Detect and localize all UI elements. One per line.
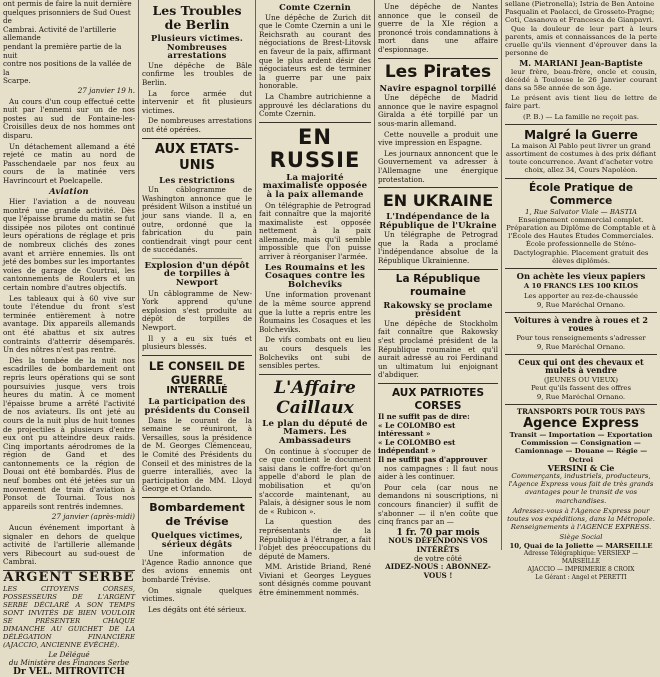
- divider: [505, 124, 657, 125]
- divider: [142, 497, 252, 498]
- subheading: Quelques victimes, sérieux dégâts: [151, 529, 243, 549]
- subheading: La majorité maximaliste opposée à la paix allemande: [262, 172, 368, 200]
- column-1: [3, 0, 135, 677]
- notice-body: LES CITOYENS CORSES, POSSESSEURS DE L'ARGENT SERBE DÉCLARÉ A SON TEMPS SONT INVITÉS DE BIEN VOULOIR SE PRÉSENTER CHAQUE DIMANCHE AU GUICHET DE LA DÉLÉGATION FINANCIÈRE (AJACCIO, ANCIENNE ÉVÊCHÉ).: [3, 584, 135, 649]
- divider: [505, 354, 657, 355]
- ad-body: Commerçants, industriels, producteurs, l'Agence Express vous fait de très grands avantages pour le transit de vos marchandises.: [508, 471, 654, 505]
- article-paragraph: MM. Aristide Briand, René Viviani et Georges Leygues sont désignés comme pouvant être éminemment nommés.: [259, 562, 371, 598]
- notice-paragraph: Que la douleur de leur part à leurs parents, amis et connaissances de la perte cruelle qu'ils viennent d'éprouver dans la personne de: [505, 24, 657, 58]
- ad-body: Peut qu'ils fassent des offres: [530, 384, 632, 393]
- headline-russie: EN RUSSIE: [269, 124, 361, 172]
- divider: [259, 122, 371, 123]
- notice-signoff: Le Délégué: [48, 649, 90, 659]
- appeal-line: « Le COLOMBO est indépendant »: [378, 437, 456, 456]
- divider: [378, 58, 498, 59]
- article-paragraph: Aucun événement important à signaler en dehors de quelque activité de l'artillerie allemande vers Ribecourt au sud-ouest de Cambrai.: [3, 523, 135, 567]
- ad-body: Les apporter au rez-de-chaussée: [523, 292, 639, 301]
- headline-republique-roumaine: La République roumaine: [395, 272, 481, 298]
- ad-vieux-papiers-title: On achète les vieux papiers: [516, 271, 646, 282]
- article-paragraph: Un câblogramme de Washington annonce que le président Wilson a institué un jour sans viande. Il a, en outre, ordonné que la fabrication du pain contiendrait vingt pour cent de succédanés.: [142, 185, 252, 255]
- subheading: Comte Czernin: [279, 2, 351, 12]
- appeal-line: Il ne suffit pas d'approuver: [378, 454, 488, 464]
- article-paragraph: On signale quelques victimes.: [142, 585, 252, 604]
- article-paragraph: Une dépêche de Zurich dit que le Comte Czernin a uni le Reichsrath au courant des négociations de Brest-Litovsk en faveur de la paix, affirmant que le plus ardent désir des négociateurs est de terminer la guerre par une paix honorable.: [259, 12, 371, 91]
- divider: [378, 269, 498, 270]
- notice-signoff: du Ministère des Finances Serbe: [8, 658, 130, 668]
- subheading: Les restrictions: [159, 174, 235, 185]
- ad-body: Adressez-vous à l'Agence Express pour toutes vos expéditions, dans la Métropole. Renseignements à l'AGENCE EXPRESS.: [507, 506, 655, 532]
- article-paragraph: nos campagnes : Il faut nous aider à les continuer.: [378, 463, 498, 482]
- article-paragraph: Une information provenant de la même source apprend que la lutte a repris entre les Roumains les Cosaques et les Bolcheviks.: [259, 290, 371, 334]
- article-paragraph: Une dépêche de Stockholm fait connaître que Rakowsky s'est proclamé président de la République roumaine et qu'il aurait adressé au roi Ferdinand un ultimatum lui enjoignant d'abdiquer.: [378, 318, 498, 380]
- ad-transports: TRANSPORTS POUR TOUS PAYS: [516, 406, 646, 416]
- article-paragraph: Dans le courant de la semaine se réuniront, à Versailles, sous la présidence de M. Georges Clémenceau, le Comité des Présidents du Conseil et des ministres de la guerre interalliés, avec la participation de MM. Lloyd George et Orlando.: [142, 415, 252, 494]
- article-paragraph: On continue à s'occuper de ce que contient le document saisi dans le coffre-fort qu'on appelle d'abord le plan de mobilisation et qu'on s'accorde maintenant, au Palais, à désigner sous le nom de « Rubicon ».: [259, 446, 371, 516]
- ad-address: 10, Quai de la Joliette — MARSEILLE: [509, 541, 653, 550]
- divider: [505, 268, 657, 269]
- article-paragraph: Dès la tombée de la nuit nos escadrilles de bombardement ont repris leurs opérations qui se sont poursuivies jusque vers trois heures du matin. À ce moment l'épaisse brume a arrêté l'activité de nos aviateurs. Ils ont jeté au cours de la nuit plus de huit tonnes de projectiles à plusieurs d'entre eux ont pu atteindre deux raids. Cinq importants aérodromes de la région de Gand et des cantonnements ce la région de Douai ont été bombardés. Plus de neuf bombes ont été jetées sur un mouvement de train d'aviation à Ponsot de Tournai. Tous nos appareils sont rentrés indemnes.: [3, 355, 135, 511]
- notice-signature: Dr VEL. MITROVITCH: [13, 666, 125, 677]
- dateline: 27 janvier 19 h.: [77, 85, 135, 95]
- ad-voitures-title: Voitures à vendre à roues et 2 roues: [513, 314, 648, 334]
- section-heading-aviation: Aviation: [49, 186, 89, 197]
- deceased-name: M. MARIANI Jean-Baptiste: [519, 58, 643, 69]
- subheading: La participation des présidents du Conseil: [144, 396, 250, 415]
- article-paragraph: Les tableaux qui à 60 vive sur toute l'étendue du front s'est terminée entièrement à notre avantage. Dix appareils allemands ont été abattus et six autres contraints d'atterrir désemparés. Un des nôtres n'est pas rentré.: [3, 293, 135, 355]
- divider: [505, 178, 657, 179]
- article-paragraph: Une dépêche de Bâle confirme les troubles de Berlin.: [142, 60, 252, 87]
- headline-berlin: Les Troubles de Berlin: [152, 3, 242, 32]
- column-rule: [501, 0, 502, 550]
- slogan: AIDEZ-NOUS : ABONNEZ-VOUS !: [385, 562, 491, 580]
- subheading: L'Indépendance de la République de l'Ukraine: [379, 211, 497, 230]
- article-paragraph: La Chambre autrichienne a approuvé les déclarations du Comte Czernin.: [259, 91, 371, 119]
- headline-etats-unis: AUX ETATS-UNIS: [154, 141, 240, 173]
- subscription-price: 1 fr. 70 par mois: [396, 527, 480, 538]
- column-5: sellane (Pietronella); Istria de Ben Antoine Pasqualin et Paolacci, de Grosseto-Pragne; Coti, Casanova et Francesca de Gianpavri. Que la douleur de leur part à leurs parents, amis et connaissances de la perte cruelle qu'ils viennent d'éprouver dans la personne de M. MARIANI Jean-Baptiste leur frère, beau-frère, oncle et cousin, décédé à Toulouse le 26 Janvier courant dans sa 58e année de son âge. Le présent avis tient lieu de lettre de faire part. (P. B.) — La famille ne reçoit pas. Malgré la Guerre La maison Al Pablo peut livrer un grand assortiment de costumes à des prix défiant toute concurrence. Avant d'acheter votre choix, allez 34, Cours Napoléon. École Pratique de Commerce 1, Rue Salvator Viale — BASTIA Enseignement commercial complet. Préparation au Diplôme de Comptable et à l'École des Hautes Études Commerciales. École professionnelle de Sténo-Dactylographie. Placement gratuit des élèves diplômés. On achète les vieux papiers A 10 FRANCS LES 100 KILOS Les apporter au rez-de-chaussée 9, Rue Maréchal Ornano. Voitures à vendre à roues et 2 roues Pour tous renseignements s'adresser 9, Rue Maréchal Ornano. Ceux qui ont des chevaux et mulets à vendre (JEUNES OU VIEUX) Peut qu'ils fassent des offres 9, Rue Maréchal Ornano. TRANSPORTS POUR TOUS PAYS Agence Express Transit — Importation — Exportation Commission — Consignation — Camionnage — Douane — Régie — Octroi VERSINI & Cie Commerçants, industriels, producteurs, l'Agence Express vous fait de très grands avantages pour le transit de vos marchandises. Adressez-vous à l'Agence Express pour toutes vos expéditions, dans la Métropole. Renseignements à l'AGENCE EXPRESS. Siège Social 10, Quai de la Joliette — MARSEILLE Adresse Télégraphique: VERSIEXP — MARSEILLE AJACCIO — IMPRIMERIE 8 CROIX Le Gérant : Angel et PERETTI: [505, 0, 657, 582]
- headline-newport: Explosion d'un dépôt de torpilles à Newport: [144, 260, 250, 289]
- col1-top: ont permis de faire la nuit dernière quelques prisonniers de Sud Ouest de Cambrai. Activité de l'artillerie allemande pendant la première partie de la nuit contre nos positions de la vallée de la Scarpe.: [3, 0, 132, 86]
- article-paragraph: Un détachement allemand a été rejeté ce matin au nord de Passchendaele par nos feux au cours de la matinée vers Havrincourt et Poelcapelle.: [3, 141, 135, 185]
- article-paragraph: Une dépêche de Nantes annonce que le conseil de guerre de la XIe région a prononcé trois condamnations à mort dans une affaire d'espionnage.: [378, 2, 498, 54]
- article-paragraph: Pour cela (car nous ne demandons ni souscriptions, ni concours financier) il suffit de s'abonner — il n'en coûte que cinq francs par an —: [378, 482, 498, 527]
- dateline: 27 janvier (après-midi): [51, 512, 135, 522]
- column-rule: [138, 0, 139, 550]
- headline-pirates: Les Pirates: [384, 61, 492, 82]
- ad-agence-express-title: Agence Express: [523, 415, 639, 431]
- column-rule: [374, 0, 375, 550]
- ad-chevaux-title: Ceux qui ont des chevaux et mulets à vendre: [518, 356, 644, 375]
- ad-malgre-la-guerre-title: Malgré la Guerre: [524, 127, 638, 142]
- notice-paragraph: Le présent avis tient lieu de lettre de faire part.: [505, 94, 657, 111]
- ad-line: Transit — Importation — Exportation: [509, 430, 653, 439]
- divider: [505, 312, 657, 313]
- column-2: [142, 0, 252, 614]
- divider: [378, 383, 498, 384]
- appeal-line: Il ne suffit pas de dire:: [378, 412, 470, 421]
- ad-company: VERSINI & Cie: [547, 462, 615, 473]
- ad-body: La maison Al Pablo peut livrer un grand assortiment de costumes à des prix défiant toute concurrence. Avant d'acheter votre choix, allez 34, Cours Napoléon.: [505, 141, 657, 175]
- ad-telegraph: Adresse Télégraphique: VERSIEXP — MARSEILLE: [523, 549, 639, 565]
- divider: [152, 258, 242, 259]
- article-paragraph: De nombreuses arrestations ont été opérées.: [142, 116, 252, 134]
- divider: [259, 374, 371, 375]
- notice-paragraph: leur frère, beau-frère, oncle et cousin, décédé à Toulouse le 26 Janvier courant dans sa 58e année de son âge.: [505, 67, 657, 93]
- column-rule: [255, 0, 256, 550]
- headline-affaire-caillaux: L'Affaire Caillaux: [274, 377, 356, 418]
- divider: [142, 138, 252, 139]
- headline-patriotes-corses: AUX PATRIOTES CORSES: [391, 387, 485, 412]
- ad-address: 9, Rue Maréchal Ornano.: [536, 392, 626, 401]
- subheading: Les Roumains et les Cosaques contre les Bolcheviks: [264, 262, 366, 290]
- column-3: [259, 0, 371, 598]
- gerant: Le Gérant : Angel et PERETTI: [535, 574, 627, 582]
- divider: [142, 355, 252, 356]
- ad-siege: Siège Social: [559, 533, 603, 542]
- article-paragraph: Au cours d'un coup effectué cette nuit par l'ennemi sur un de nos postes au sud de Fontaine-les-Croisilles deux de nos hommes ont disparu.: [3, 96, 135, 140]
- subheading: Rakowsky se proclame président: [383, 299, 493, 319]
- slogan: NOUS DÉFENDONS VOS INTÉRÊTS: [388, 536, 488, 554]
- ad-price: A 10 FRANCS LES 100 KILOS: [523, 282, 639, 291]
- article-paragraph: Un câblogramme de New-York apprend qu'une explosion s'est produite au dépôt de torpilles de Newport.: [142, 288, 252, 333]
- article-paragraph: La force armée dut intervenir et fit plusieurs victimes.: [142, 88, 252, 115]
- ad-subtitle: (JEUNES OU VIEUX): [543, 376, 619, 385]
- subheading: Plusieurs victimes. Nombreuses arrestations: [151, 33, 243, 61]
- headline-trevise: Bombardement de Trévise: [149, 500, 245, 528]
- article-paragraph: Il y a eu six tués et plusieurs blessés.: [142, 333, 252, 352]
- article-paragraph: Une dépêche de Madrid annonce que le navire espagnol Giralda a été torpillé par un sous-marin allemand.: [378, 93, 498, 128]
- article-paragraph: Les journaux annoncent que le Gouvernement va adresser à l'Allemagne une énergique protestation.: [378, 148, 498, 184]
- ad-ecole-title: École Pratique de Commerce: [529, 181, 633, 207]
- article-paragraph: Une information de l'Agence Radio annonce que des avions ennemis ont bombardé Trévise.: [142, 549, 252, 584]
- ad-line: Commission — Consignation — Camionnage — Douane — Régie — Octroi: [514, 439, 648, 464]
- subheading: Navire espagnol torpillé: [379, 82, 497, 93]
- divider: [505, 404, 657, 405]
- article-paragraph: Un télégraphe de Petrograd que la Rada a proclamé l'indépendance absolue de la République Ukrainienne.: [378, 230, 498, 266]
- article-paragraph: Les dégâts ont été sérieux.: [148, 604, 247, 614]
- subheading: INTERALLIÉ: [166, 384, 228, 396]
- headline-conseil-guerre: LE CONSEIL DE GUERRE: [148, 358, 246, 387]
- headline-ukraine: EN UKRAINE: [382, 191, 494, 211]
- ad-address: 9, Rue Maréchal Ornano.: [536, 342, 626, 351]
- article-paragraph: De vifs combats ont eu lieu au cours desquels les Bolcheviks ont subi de sensibles pertes.: [259, 335, 371, 371]
- headline-argent-serbe: ARGENT SERBE: [3, 570, 135, 585]
- article-paragraph: On télégraphie de Petrograd fait connaître que la majorité maximaliste est opposée nettement à la paix allemande, mais qu'il semble impossible que l'on puisse arriver à réorganiser l'armée.: [259, 200, 371, 262]
- ad-body: Enseignement commercial complet. Préparation au Diplôme de Comptable et à l'École des Hautes Études Commerciales. École professionnelle de Sténo-Dactylographie. Placement gratuit des élèves diplômés.: [506, 215, 656, 265]
- article-paragraph: Cette nouvelle a produit une vive impression en Espagne.: [378, 129, 498, 148]
- ad-address: 9, Rue Maréchal Ornano.: [536, 300, 626, 309]
- subheading: Le plan du député de Mamers. Les Ambassadeurs: [262, 418, 368, 446]
- ad-address: 1, Rue Salvator Viale — BASTIA: [525, 207, 637, 216]
- article-paragraph: Hier l'aviation a de nouveau montré une grande activité. Dès que l'épaisse brume du matin se fut dissipée nos pilotes ont continué leurs opérations de réglage et pris de nombreux clichés des zones avant et arrière ennemies. Ils ont jeté des bombes sur les importantes voies de garage de Courtrai, les cantonnements de Roulers et un certain nombre d'autres objectifs.: [3, 197, 135, 292]
- article-paragraph: La question des représentants de la République à l'étranger, a fait l'objet des préoccupations du député de Mamers.: [259, 517, 371, 561]
- column-4: [378, 0, 498, 580]
- notice-note: (P. B.) — La famille ne reçoit pas.: [523, 112, 639, 121]
- ad-body: Pour tous renseignements s'adresser: [516, 334, 646, 343]
- appeal-line: « Le COLOMBO est intéressant »: [378, 420, 456, 439]
- imprint: AJACCIO — IMPRIMERIE 8 CROIX: [527, 566, 635, 574]
- slogan: de votre côté: [414, 553, 462, 563]
- divider: [378, 187, 498, 188]
